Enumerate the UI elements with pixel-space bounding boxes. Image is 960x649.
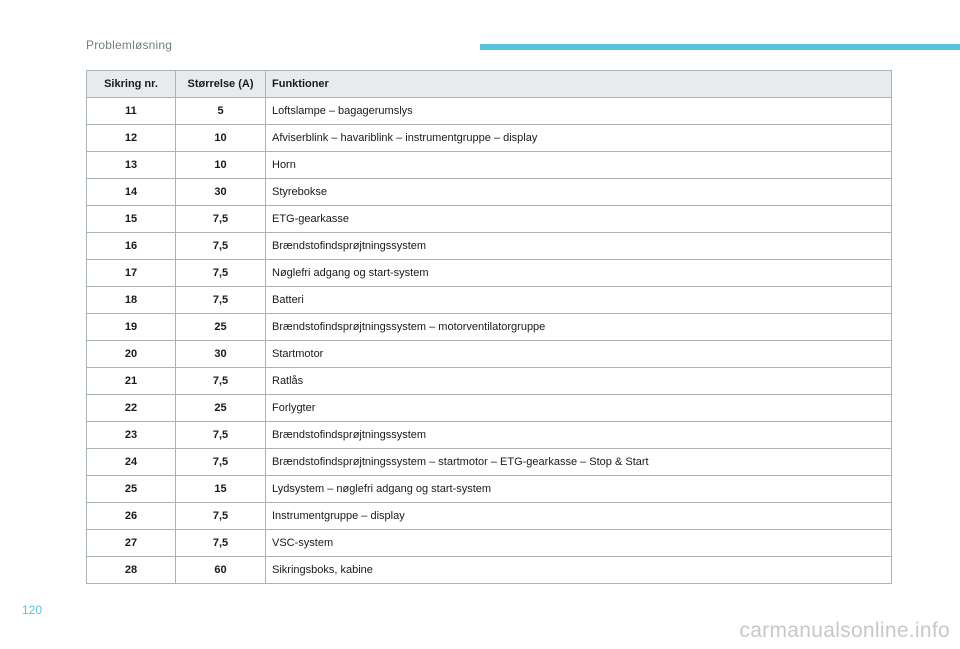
cell-fuse-number: 11 [87,98,176,125]
cell-size: 7,5 [176,260,266,287]
table-row [87,98,892,125]
cell-functions: Brændstofindsprøjtningssystem [266,422,892,449]
table-row [87,503,892,530]
cell-functions: Ratlås [266,368,892,395]
table-row [87,287,892,314]
cell-size: 10 [176,152,266,179]
table-row [87,179,892,206]
table-row [87,530,892,557]
cell-fuse-number: 17 [87,260,176,287]
cell-functions: Sikringsboks, kabine [266,557,892,584]
cell-functions: Styrebokse [266,179,892,206]
cell-functions: VSC-system [266,530,892,557]
cell-fuse-number: 28 [87,557,176,584]
table-row [87,152,892,179]
cell-fuse-number: 23 [87,422,176,449]
cell-fuse-number: 20 [87,341,176,368]
cell-fuse-number: 12 [87,125,176,152]
table-row [87,422,892,449]
table-row [87,206,892,233]
cell-size: 5 [176,98,266,125]
cell-size: 30 [176,341,266,368]
cell-functions: Brændstofindsprøjtningssystem [266,233,892,260]
cell-fuse-number: 18 [87,287,176,314]
table-row [87,260,892,287]
table-row [87,233,892,260]
cell-fuse-number: 13 [87,152,176,179]
table-row [87,368,892,395]
table-row [87,341,892,368]
cell-fuse-number: 24 [87,449,176,476]
cell-size: 7,5 [176,206,266,233]
cell-functions: Batteri [266,287,892,314]
cell-size: 7,5 [176,530,266,557]
cell-functions: Instrumentgruppe – display [266,503,892,530]
cell-functions: Afviserblink – havariblink – instrumentgruppe – display [266,125,892,152]
cell-fuse-number: 19 [87,314,176,341]
cell-size: 7,5 [176,449,266,476]
cell-size: 60 [176,557,266,584]
cell-functions: Forlygter [266,395,892,422]
column-header-functions: Funktioner [266,71,892,98]
fuse-table [86,70,892,584]
section-title: Problemløsning [86,38,173,52]
table-row [87,125,892,152]
cell-size: 10 [176,125,266,152]
cell-fuse-number: 15 [87,206,176,233]
cell-fuse-number: 27 [87,530,176,557]
cell-functions: Horn [266,152,892,179]
table-row [87,557,892,584]
table-row [87,449,892,476]
cell-size: 7,5 [176,422,266,449]
cell-fuse-number: 26 [87,503,176,530]
cell-functions: Startmotor [266,341,892,368]
cell-fuse-number: 14 [87,179,176,206]
cell-functions: Brændstofindsprøjtningssystem – startmotor – ETG-gearkasse – Stop & Start [266,449,892,476]
column-header-size: Størrelse (A) [176,71,266,98]
page-number: 120 [22,603,43,617]
cell-size: 15 [176,476,266,503]
accent-bar [480,44,960,50]
fuse-table-body [87,98,892,584]
cell-functions: Brændstofindsprøjtningssystem – motorventilatorgruppe [266,314,892,341]
table-row [87,314,892,341]
cell-size: 30 [176,179,266,206]
cell-fuse-number: 22 [87,395,176,422]
cell-size: 25 [176,395,266,422]
cell-size: 7,5 [176,368,266,395]
cell-functions: ETG-gearkasse [266,206,892,233]
table-row [87,395,892,422]
watermark: carmanualsonline.info [739,619,950,642]
cell-functions: Nøglefri adgang og start-system [266,260,892,287]
cell-size: 7,5 [176,503,266,530]
table-header-row [87,71,892,98]
cell-fuse-number: 25 [87,476,176,503]
table-row [87,476,892,503]
cell-functions: Loftslampe – bagagerumslys [266,98,892,125]
column-header-fuse-number: Sikring nr. [87,71,176,98]
cell-fuse-number: 21 [87,368,176,395]
cell-size: 25 [176,314,266,341]
cell-fuse-number: 16 [87,233,176,260]
cell-size: 7,5 [176,287,266,314]
cell-size: 7,5 [176,233,266,260]
cell-functions: Lydsystem – nøglefri adgang og start-system [266,476,892,503]
